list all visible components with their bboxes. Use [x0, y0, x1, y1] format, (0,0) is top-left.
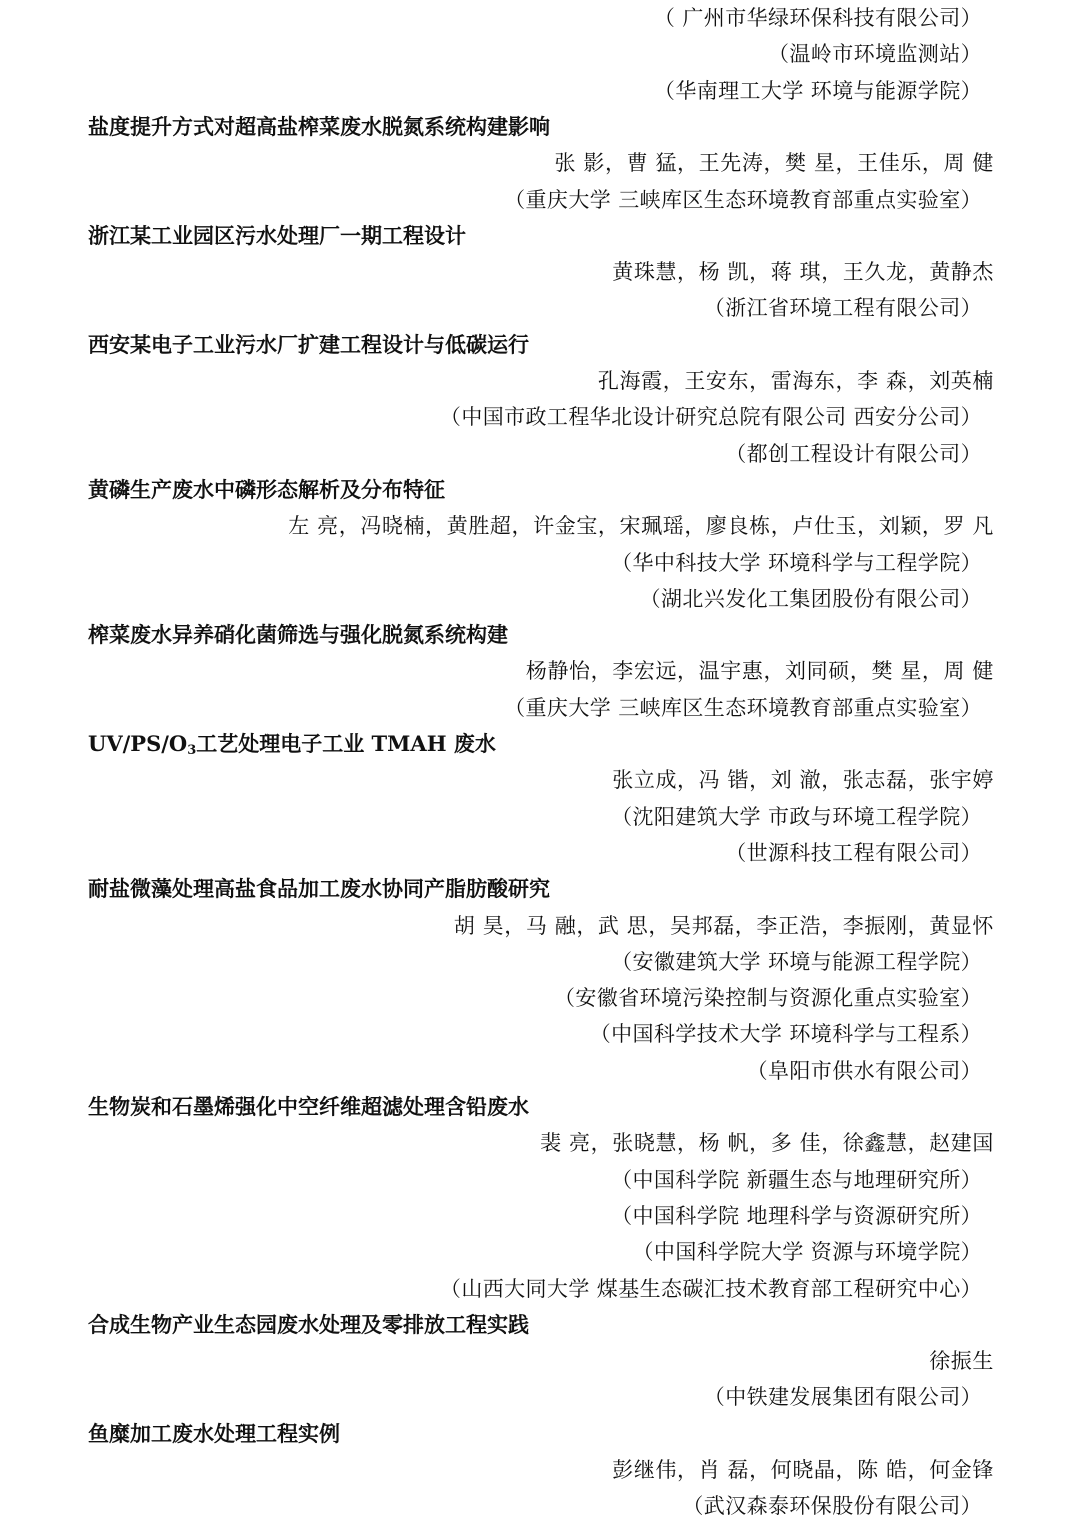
affiliation: （武汉森泰环保股份有限公司）	[682, 1494, 982, 1519]
title-subscript: 3	[187, 743, 197, 758]
paper-title: 盐度提升方式对超高盐榨菜废水脱氮系统构建影响	[88, 113, 550, 139]
affiliation: （中铁建发展集团有限公司）	[703, 1385, 982, 1410]
paper-title: 黄磷生产废水中磷形态解析及分布特征	[88, 476, 445, 502]
paper-title: 生物炭和石墨烯强化中空纤维超滤处理含铅废水	[88, 1094, 529, 1119]
author-list: 胡 昊，马 融，武 思，吴邦磊，李正浩，李振刚，黄显怀	[453, 913, 994, 938]
author-list: 黄珠慧，杨 凯，蒋 琪，王久龙，黄静杰	[612, 260, 994, 285]
affiliation: （重庆大学 三峡库区生态环境教育部重点实验室）	[504, 187, 982, 212]
author-list: 彭继伟，肖 磊，何晓晶，陈 皓，何金锋	[612, 1458, 994, 1482]
affiliation: （湖北兴发化工集团股份有限公司）	[639, 586, 982, 611]
affiliation: （中国科学院大学 资源与环境学院）	[632, 1240, 982, 1265]
author-list: 张立成，冯 锴，刘 澈，张志磊，张宇婷	[612, 768, 994, 793]
paper-title: 耐盐微藻处理高盐食品加工废水协同产脂肪酸研究	[88, 876, 550, 902]
paper-title: 榨菜废水异养硝化菌筛选与强化脱氮系统构建	[88, 622, 508, 648]
affiliation: （ 广州市华绿环保科技有限公司）	[653, 6, 982, 30]
affiliation: （浙江省环境工程有限公司）	[703, 296, 982, 321]
affiliation: （世源科技工程有限公司）	[725, 840, 982, 865]
author-list: 杨静怡，李宏远，温宇惠，刘同硕，樊 星，周 健	[525, 659, 994, 684]
author-list: 张 影，曹 猛，王先涛，樊 星，王佳乐，周 健	[554, 151, 994, 176]
paper-title: 合成生物产业生态园废水处理及零排放工程实践	[88, 1311, 529, 1337]
affiliation: （沈阳建筑大学 市政与环境工程学院）	[611, 804, 982, 829]
affiliation: （山西大同大学 煤基生态碳汇技术教育部工程研究中心）	[439, 1276, 982, 1301]
affiliation: （都创工程设计有限公司）	[725, 441, 982, 466]
title-part: UV/PS/O	[88, 731, 188, 756]
affiliation: （中国科学技术大学 环境科学与工程系）	[589, 1022, 982, 1047]
affiliation: （华南理工大学 环境与能源学院）	[653, 78, 982, 103]
affiliation: （中国市政工程华北设计研究总院有限公司 西安分公司）	[439, 405, 982, 430]
affiliation: （中国科学院 新疆生态与地理研究所）	[611, 1167, 982, 1192]
affiliation: （阜阳市供水有限公司）	[746, 1058, 982, 1083]
affiliation: （重庆大学 三峡库区生态环境教育部重点实验室）	[504, 695, 982, 720]
affiliation: （安徽建筑大学 环境与能源工程学院）	[611, 949, 982, 974]
affiliation: （华中科技大学 环境科学与工程学院）	[611, 550, 982, 575]
author-list: 左 亮，冯晓楠，黄胜超，许金宝，宋珮瑶，廖良栋，卢仕玉，刘颖，罗 凡	[288, 514, 994, 539]
author-list: 裴 亮，张晓慧，杨 帆，多 佳，徐鑫慧，赵建国	[540, 1131, 994, 1156]
paper-title	[88, 726, 994, 762]
paper-title: 西安某电子工业污水厂扩建工程设计与低碳运行	[88, 331, 529, 357]
author-list: 孔海霞，王安东，雷海东，李 森，刘英楠	[597, 369, 994, 393]
paper-title: 浙江某工业园区污水处理厂一期工程设计	[88, 222, 466, 248]
affiliation: （安徽省环境污染控制与资源化重点实验室）	[554, 986, 982, 1011]
paper-title: 鱼糜加工废水处理工程实例	[88, 1420, 340, 1446]
affiliation: （中国科学院 地理科学与资源研究所）	[611, 1203, 982, 1228]
title-part: 工艺处理电子工业 TMAH 废水	[196, 731, 496, 756]
affiliation: （温岭市环境监测站）	[768, 42, 982, 67]
author-list: 徐振生	[929, 1349, 994, 1374]
